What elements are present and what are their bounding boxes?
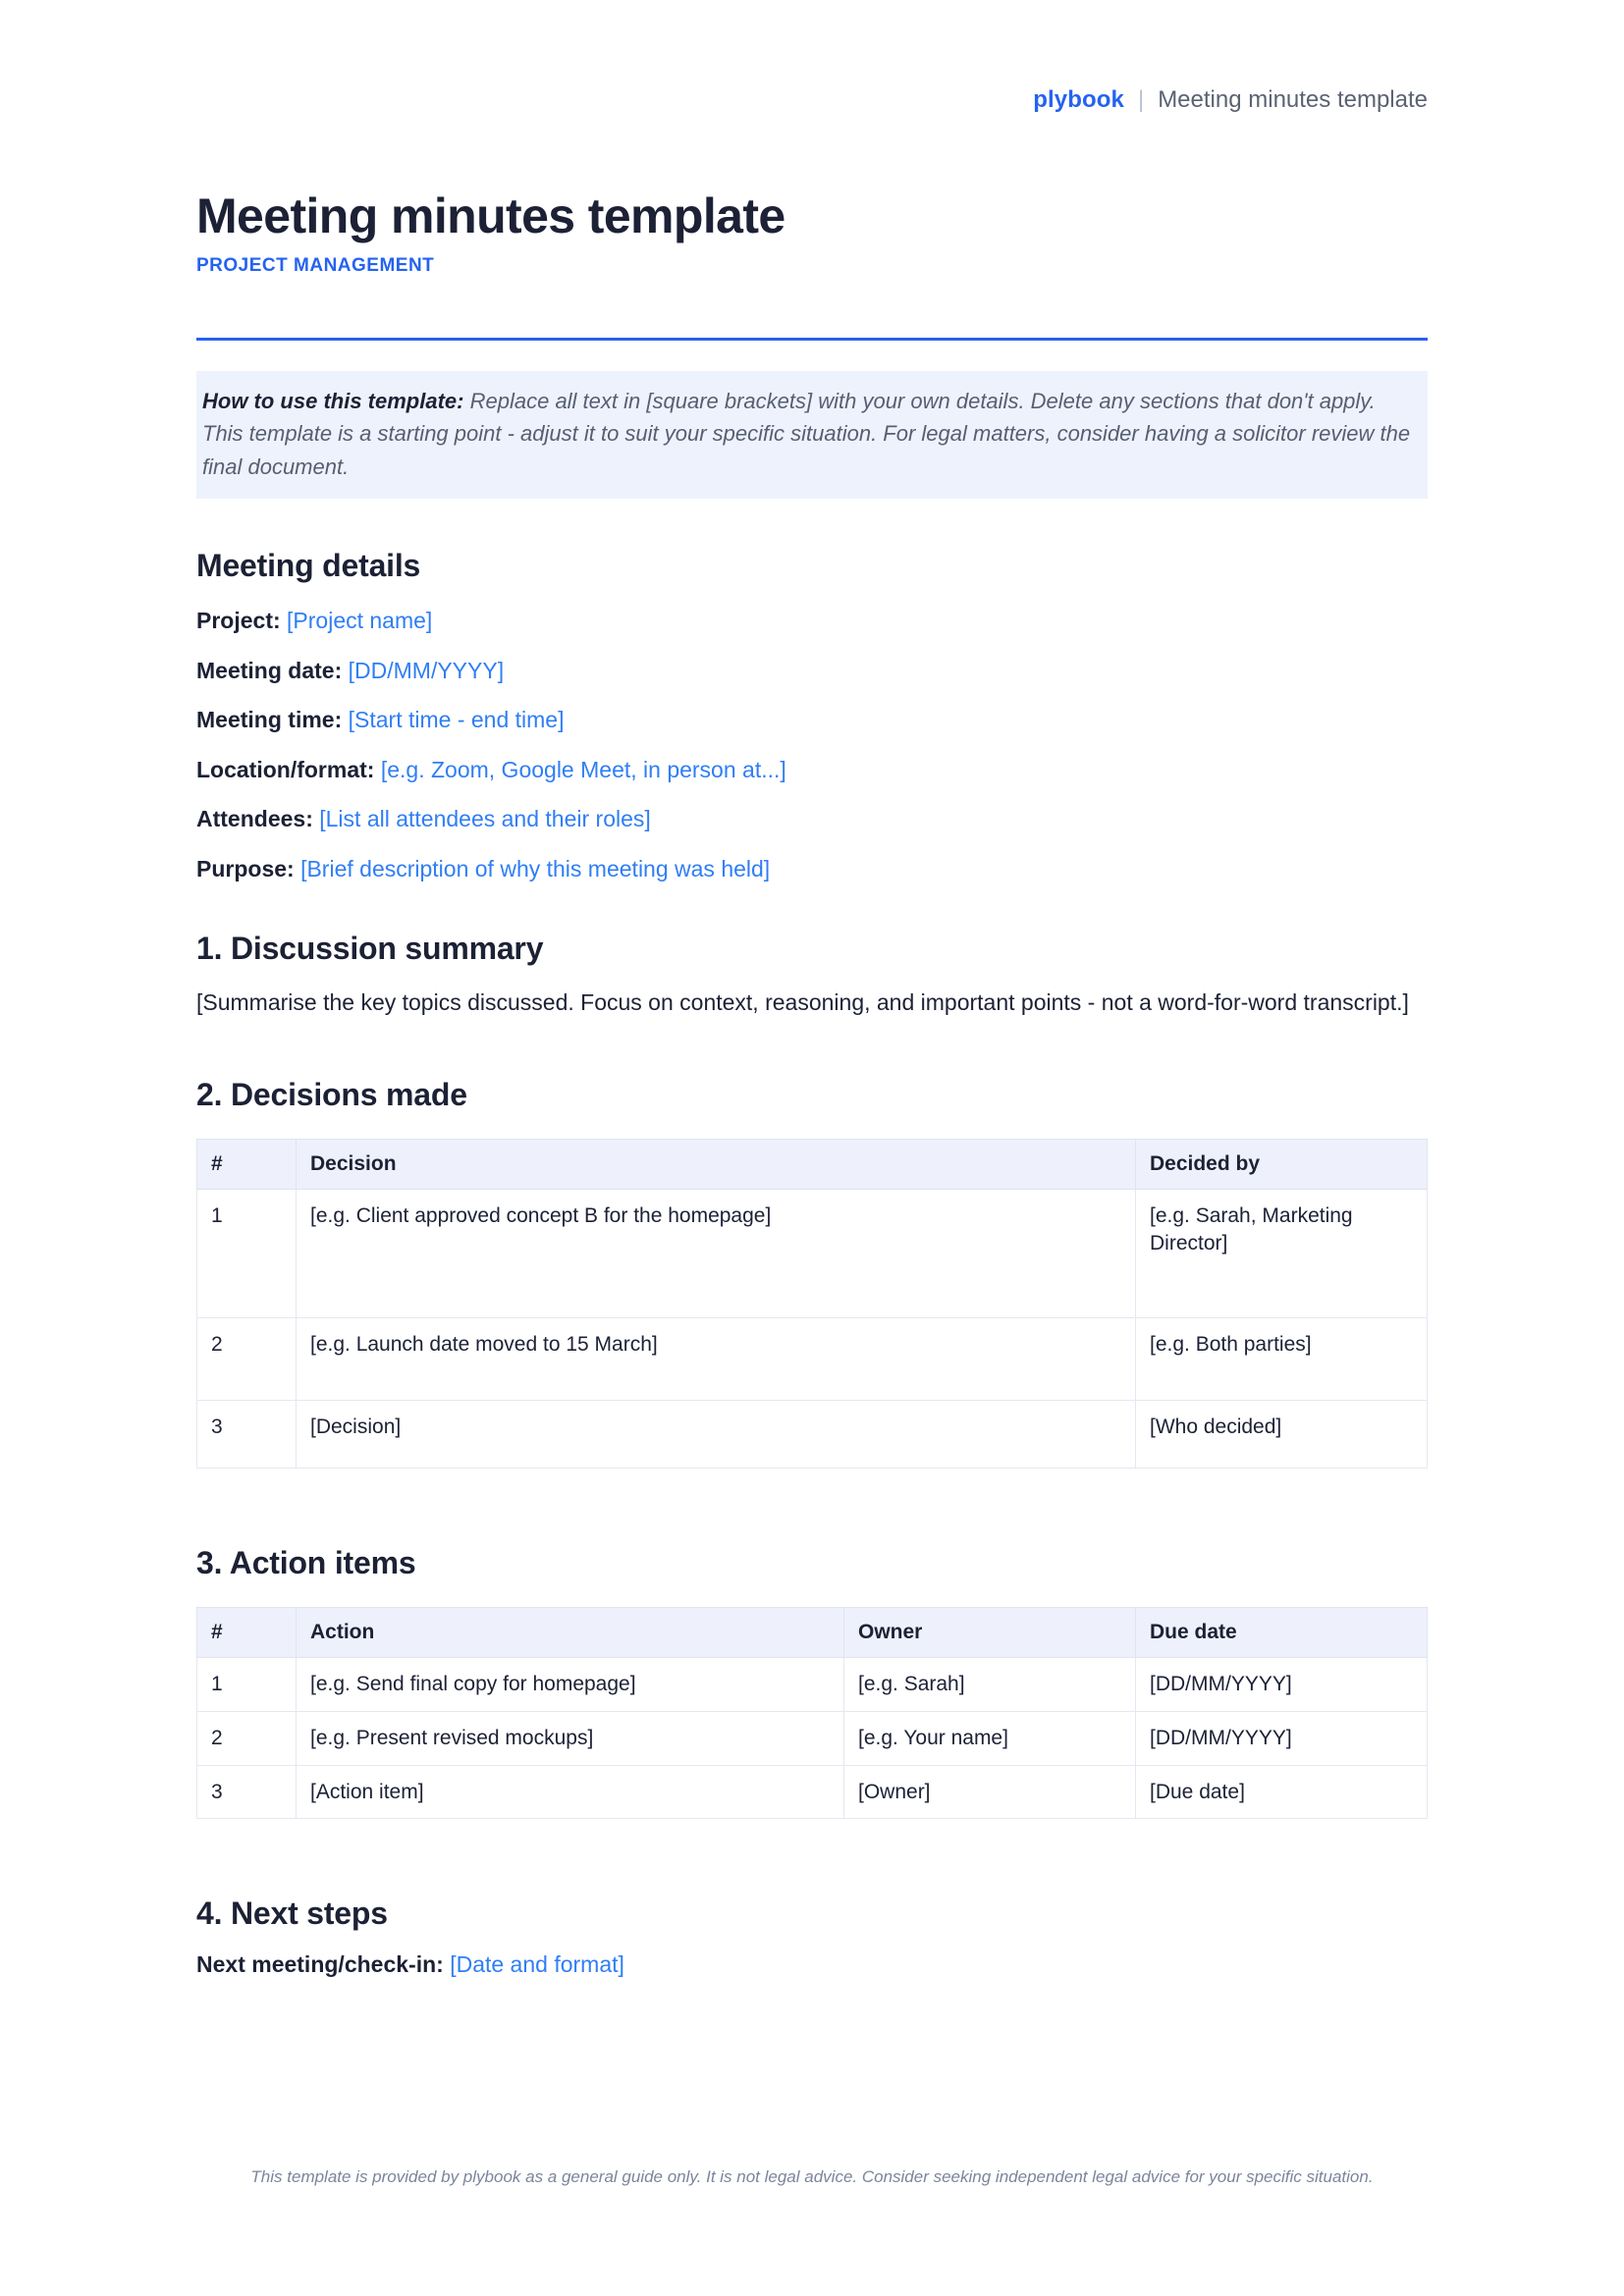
decisions-col-num: # xyxy=(197,1139,297,1189)
detail-value-project[interactable]: [Project name] xyxy=(287,608,433,633)
decisions-table xyxy=(196,1139,1428,1468)
detail-label-meeting-date: Meeting date: xyxy=(196,657,343,683)
action-col-action: Action xyxy=(297,1608,844,1658)
detail-row-meeting-time xyxy=(196,703,1428,737)
decisions-cell-num: 3 xyxy=(197,1401,297,1468)
table-row xyxy=(197,1401,1428,1468)
next-meeting-row xyxy=(196,1948,1428,1982)
detail-label-project: Project: xyxy=(196,608,281,633)
decisions-cell-decision[interactable]: [e.g. Launch date moved to 15 March] xyxy=(297,1318,1136,1401)
document-footer: This template is provided by plybook as a general guide only. It is not legal advice. Consider seeking independent legal advice for your specific situation. xyxy=(250,2167,1374,2186)
action-cell-action[interactable]: [e.g. Present revised mockups] xyxy=(297,1711,844,1765)
decisions-table-block xyxy=(196,1139,1428,1468)
action-cell-action[interactable]: [e.g. Send final copy for homepage] xyxy=(297,1658,844,1712)
detail-value-attendees[interactable]: [List all attendees and their roles] xyxy=(319,806,651,831)
page-title: Meeting minutes template xyxy=(196,188,785,243)
header-document-name: Meeting minutes template xyxy=(1158,86,1428,113)
decisions-cell-decided-by[interactable]: [e.g. Both parties] xyxy=(1136,1318,1428,1401)
document-header xyxy=(196,86,1428,114)
how-to-use-callout xyxy=(196,371,1428,499)
decisions-col-decision: Decision xyxy=(297,1139,1136,1189)
callout-label: How to use this template: xyxy=(202,389,464,413)
brand-logo: plybook xyxy=(1033,86,1124,113)
document-body xyxy=(196,548,1428,1982)
decisions-made-heading: 2. Decisions made xyxy=(196,1076,467,1112)
title-divider xyxy=(196,338,1428,341)
detail-row-purpose xyxy=(196,852,1428,886)
detail-value-meeting-date[interactable]: [DD/MM/YYYY] xyxy=(348,657,505,683)
table-row xyxy=(197,1318,1428,1401)
action-cell-due[interactable]: [Due date] xyxy=(1136,1765,1428,1819)
action-cell-owner[interactable]: [e.g. Your name] xyxy=(844,1711,1136,1765)
decisions-cell-decided-by[interactable]: [Who decided] xyxy=(1136,1401,1428,1468)
detail-row-project xyxy=(196,604,1428,638)
detail-label-location-format: Location/format: xyxy=(196,756,375,782)
action-cell-owner[interactable]: [Owner] xyxy=(844,1765,1136,1819)
detail-label-attendees: Attendees: xyxy=(196,806,313,831)
next-meeting-label: Next meeting/check-in: xyxy=(196,1951,444,1978)
action-cell-num: 2 xyxy=(197,1711,297,1765)
action-col-owner: Owner xyxy=(844,1608,1136,1658)
meeting-details-heading: Meeting details xyxy=(196,548,421,583)
discussion-summary-body[interactable]: [Summarise the key topics discussed. Focus on context, reasoning, and important points - not a word-for-word transcript.] xyxy=(196,989,1409,1015)
detail-label-purpose: Purpose: xyxy=(196,855,295,881)
action-items-table xyxy=(196,1607,1428,1819)
table-row xyxy=(197,1658,1428,1712)
detail-value-purpose[interactable]: [Brief description of why this meeting was held] xyxy=(300,855,771,881)
detail-label-meeting-time: Meeting time: xyxy=(196,707,343,732)
table-header-row xyxy=(197,1139,1428,1189)
table-row xyxy=(197,1189,1428,1317)
next-meeting-value[interactable]: [Date and format] xyxy=(450,1951,624,1978)
detail-value-meeting-time[interactable]: [Start time - end time] xyxy=(348,707,565,732)
decisions-cell-decision[interactable]: [Decision] xyxy=(297,1401,1136,1468)
action-items-table-block xyxy=(196,1607,1428,1819)
action-col-num: # xyxy=(197,1608,297,1658)
action-col-due-date: Due date xyxy=(1136,1608,1428,1658)
detail-row-location-format xyxy=(196,753,1428,787)
discussion-summary-heading: 1. Discussion summary xyxy=(196,931,544,966)
detail-row-attendees xyxy=(196,802,1428,836)
action-cell-due[interactable]: [DD/MM/YYYY] xyxy=(1136,1658,1428,1712)
decisions-cell-decided-by[interactable]: [e.g. Sarah, Marketing Director] xyxy=(1136,1189,1428,1317)
detail-value-location-format[interactable]: [e.g. Zoom, Google Meet, in person at...] xyxy=(380,756,786,782)
next-steps-heading: 4. Next steps xyxy=(196,1896,388,1932)
action-items-heading: 3. Action items xyxy=(196,1545,416,1581)
action-cell-due[interactable]: [DD/MM/YYYY] xyxy=(1136,1711,1428,1765)
action-cell-owner[interactable]: [e.g. Sarah] xyxy=(844,1658,1136,1712)
decisions-cell-num: 2 xyxy=(197,1318,297,1401)
table-row xyxy=(197,1711,1428,1765)
document-category: PROJECT MANAGEMENT xyxy=(196,255,435,276)
decisions-cell-decision[interactable]: [e.g. Client approved concept B for the homepage] xyxy=(297,1189,1136,1317)
title-block xyxy=(196,188,1428,277)
action-cell-num: 1 xyxy=(197,1658,297,1712)
decisions-cell-num: 1 xyxy=(197,1189,297,1317)
action-cell-action[interactable]: [Action item] xyxy=(297,1765,844,1819)
decisions-col-decided-by: Decided by xyxy=(1136,1139,1428,1189)
detail-row-meeting-date xyxy=(196,654,1428,688)
action-cell-num: 3 xyxy=(197,1765,297,1819)
header-separator: | xyxy=(1137,86,1145,113)
table-row xyxy=(197,1765,1428,1819)
table-header-row xyxy=(197,1608,1428,1658)
callout-text: Replace all text in [square brackets] with your own details. Delete any sections that don't apply. This template is a starting point - adjust it to suit your specific situation. For legal matters, consider having a solicitor review the final document. xyxy=(202,389,1411,479)
